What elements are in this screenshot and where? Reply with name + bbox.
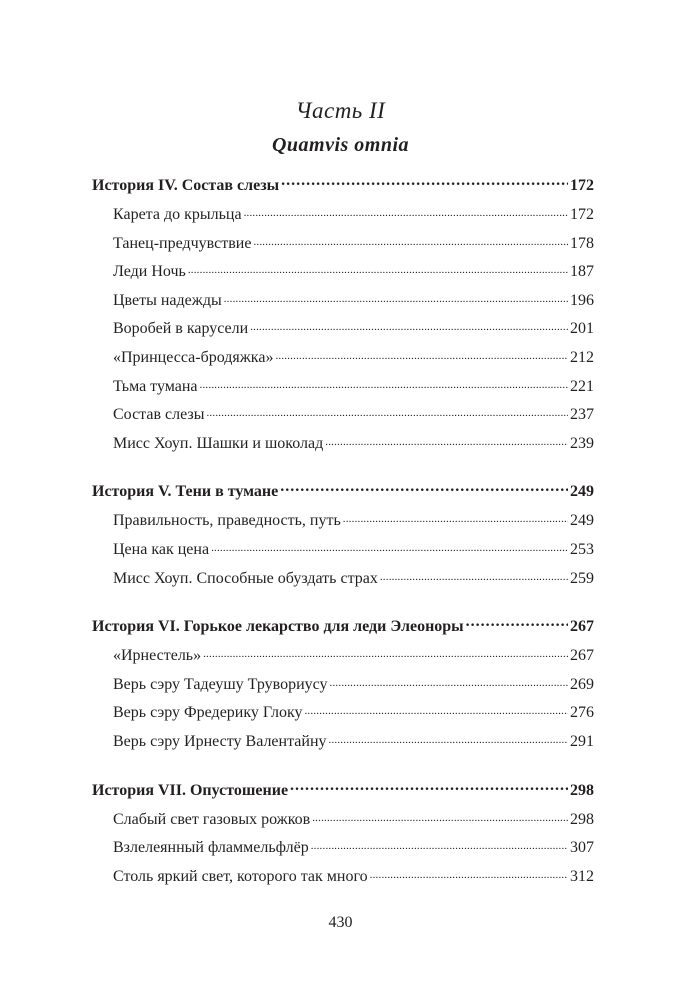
- toc-section: [92, 480, 594, 595]
- dot-leader: [275, 346, 568, 362]
- toc-entry-page: 291: [570, 732, 594, 750]
- toc-section-heading[interactable]: [92, 480, 594, 509]
- toc-entry-page: 201: [570, 320, 594, 338]
- dot-leader: [325, 432, 568, 448]
- toc-entry-page: 259: [570, 569, 594, 587]
- dot-leader: [203, 644, 568, 660]
- toc-entry[interactable]: [92, 432, 594, 461]
- toc-entry-page: 269: [570, 675, 594, 693]
- toc-entry[interactable]: [92, 836, 594, 865]
- toc-entry-title: «Ирнестель»: [113, 647, 202, 665]
- toc-entry-page: 253: [570, 540, 594, 558]
- toc-entry-title: Карета до крыльца: [113, 206, 242, 223]
- toc-section-heading[interactable]: [92, 615, 594, 644]
- toc-section-heading[interactable]: [92, 174, 594, 203]
- toc-entry-title: Леди Ночь: [113, 263, 186, 281]
- dot-leader: [253, 232, 568, 248]
- part-subtitle: Quamvis omnia: [271, 134, 410, 156]
- dot-leader: [380, 567, 568, 583]
- part-title: Часть II: [295, 98, 386, 123]
- toc-entry-page: 187: [570, 263, 594, 281]
- toc-entry-page: 239: [570, 434, 594, 452]
- toc-entry-title: Тьма тумана: [113, 377, 198, 395]
- toc-entry-title: Верь сэру Ирнесту Валентайну: [113, 732, 327, 750]
- dot-leader: [244, 203, 568, 219]
- toc-entry[interactable]: [92, 375, 594, 404]
- toc-entry-page: 178: [570, 234, 594, 252]
- toc-entry-title: Воробей в карусели: [113, 320, 249, 338]
- dot-leader: [206, 403, 568, 419]
- toc-entry-title: Верь сэру Фредерику Глоку: [113, 704, 303, 722]
- dot-leader: [330, 673, 568, 689]
- toc-section-page: 298: [570, 781, 594, 799]
- toc-entry[interactable]: [92, 808, 594, 837]
- toc-section-title: История V. Тени в тумане: [92, 483, 279, 501]
- toc-entry[interactable]: [92, 567, 594, 596]
- dot-leader: [280, 480, 568, 496]
- toc-entry-title: Мисс Хоуп. Способные обуздать страх: [113, 569, 378, 587]
- toc-section-page: 249: [570, 483, 594, 501]
- toc-entry[interactable]: [92, 317, 594, 346]
- toc-entry-page: 196: [570, 291, 594, 309]
- toc-entry-title: Мисс Хоуп. Шашки и шоколад: [113, 434, 324, 452]
- toc-entry-title: Правильность, праведность, путь: [113, 512, 341, 530]
- dot-leader: [343, 509, 568, 525]
- section-spacer: [92, 595, 594, 615]
- dot-leader: [311, 836, 568, 852]
- toc-section-title: История VII. Опустошение: [92, 781, 289, 799]
- section-spacer: [92, 759, 594, 779]
- page-number: 430: [328, 914, 353, 931]
- toc-entry-page: 307: [570, 839, 594, 857]
- dot-leader: [281, 174, 568, 190]
- toc-entry-title: Верь сэру Тадеушу Трувориусу: [113, 675, 328, 693]
- toc-entry[interactable]: [92, 509, 594, 538]
- toc-entry-title: Столь яркий свет, которого так много: [113, 867, 368, 885]
- toc-section-title: История IV. Состав слезы: [92, 177, 280, 194]
- dot-leader: [211, 538, 568, 554]
- toc-entry[interactable]: [92, 701, 594, 730]
- toc-entry-title: «Принцесса-бродяжка»: [113, 348, 274, 366]
- toc-entry-page: 267: [570, 647, 594, 665]
- toc-entry[interactable]: [92, 644, 594, 673]
- toc-entry-page: 312: [570, 867, 594, 885]
- toc-entry-title: Взлелеянный фламмельфлёр: [113, 839, 309, 857]
- toc-entry[interactable]: [92, 673, 594, 702]
- toc-entry-title: Слабый свет газовых рожков: [113, 810, 311, 828]
- toc-entry-title: Цена как цена: [113, 540, 210, 558]
- toc-section: [92, 779, 594, 894]
- toc-entry[interactable]: [92, 289, 594, 318]
- dot-leader: [329, 730, 569, 746]
- toc-entry-page: 298: [570, 810, 594, 828]
- toc-entry[interactable]: [92, 865, 594, 894]
- toc-entry-title: Состав слезы: [113, 406, 205, 424]
- toc-section-page: 267: [570, 618, 594, 636]
- toc-entry[interactable]: [92, 232, 594, 261]
- dot-leader: [188, 260, 568, 276]
- toc-entry-title: Цветы надежды: [113, 291, 222, 309]
- dot-leader: [200, 375, 568, 391]
- dot-leader: [250, 317, 568, 333]
- dot-leader: [224, 289, 568, 305]
- toc-entry-page: 249: [570, 512, 594, 530]
- table-of-contents: [92, 174, 594, 893]
- toc-entry[interactable]: [92, 260, 594, 289]
- dot-leader: [466, 615, 568, 631]
- toc-entry-page: 276: [570, 704, 594, 722]
- toc-entry-page: 172: [570, 206, 594, 223]
- toc-section: [92, 174, 594, 460]
- toc-entry-page: 212: [570, 348, 594, 366]
- toc-entry-page: 237: [570, 406, 594, 424]
- toc-section-page: 172: [570, 177, 594, 194]
- toc-entry-page: 221: [570, 377, 594, 395]
- dot-leader: [312, 808, 568, 824]
- dot-leader: [304, 701, 568, 717]
- toc-entry-title: Танец-предчувствие: [113, 234, 252, 252]
- dot-leader: [290, 779, 568, 795]
- section-spacer: [92, 460, 594, 480]
- toc-entry[interactable]: [92, 346, 594, 375]
- dot-leader: [370, 865, 568, 881]
- toc-entry[interactable]: [92, 403, 594, 432]
- toc-section-heading[interactable]: [92, 779, 594, 808]
- toc-entry[interactable]: [92, 203, 594, 232]
- toc-entry[interactable]: [92, 730, 594, 759]
- toc-section-title: История VI. Горькое лекарство для леди Элеоноры: [92, 618, 464, 636]
- toc-section: [92, 615, 594, 758]
- toc-entry[interactable]: [92, 538, 594, 567]
